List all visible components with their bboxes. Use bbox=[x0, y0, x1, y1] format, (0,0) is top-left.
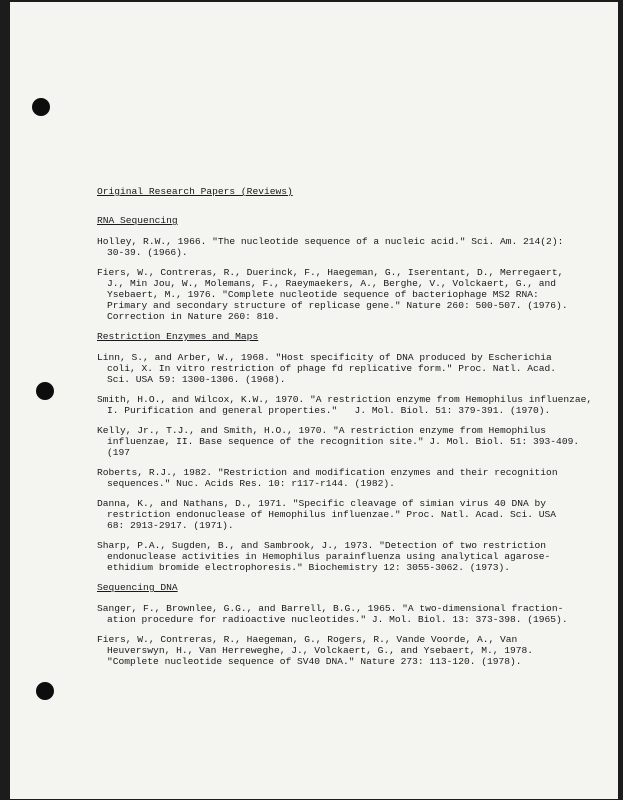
reference-entry bbox=[97, 467, 597, 489]
reference-line: Smith, H.O., and Wilcox, K.W., 1970. "A restriction enzyme from Hemophilus influenzae, bbox=[97, 394, 593, 405]
reference-line: influenzae, II. Base sequence of the recognition site." J. Mol. Biol. 51: 393-409. (197 bbox=[107, 436, 585, 458]
reference-line: Kelly, Jr., T.J., and Smith, H.O., 1970. "A restriction enzyme from Hemophilus bbox=[97, 425, 547, 436]
reference-entry bbox=[97, 236, 597, 258]
reference-line: Fiers, W., Contreras, R., Haegeman, G., Rogers, R., Vande Voorde, A., Van bbox=[97, 634, 518, 645]
reference-line: sequences." Nuc. Acids Res. 10: r117-r144. (1982). bbox=[107, 478, 395, 489]
reference-line: "Complete nucleotide sequence of SV40 DNA." Nature 273: 113-120. (1978). bbox=[107, 656, 522, 667]
reference-line: Sci. USA 59: 1300-1306. (1968). bbox=[107, 374, 286, 385]
reference-entry bbox=[97, 498, 597, 531]
reference-line: 68: 2913-2917. (1971). bbox=[107, 520, 234, 531]
reference-entry bbox=[97, 603, 597, 625]
reference-line: Heuverswyn, H., Van Herreweghe, J., Volckaert, G., and Ysebaert, M., 1978. bbox=[107, 645, 534, 656]
reference-line: Primary and secondary structure of replicase gene." Nature 260: 500-507. (1976). bbox=[107, 300, 568, 311]
reference-entry bbox=[97, 394, 597, 416]
section-heading: RNA Sequencing bbox=[97, 215, 178, 226]
reference-line: Holley, R.W., 1966. "The nucleotide sequence of a nucleic acid." Sci. Am. 214(2): bbox=[97, 236, 564, 247]
reference-line: restriction endonuclease of Hemophilus influenzae." Proc. Natl. Acad. Sci. USA bbox=[107, 509, 557, 520]
reference-line: I. Purification and general properties." J. Mol. Biol. 51: 379-391. (1970). bbox=[107, 405, 551, 416]
reference-line: Linn, S., and Arber, W., 1968. "Host specificity of DNA produced by Escherichia bbox=[97, 352, 552, 363]
reference-line: Sanger, F., Brownlee, G.G., and Barrell, B.G., 1965. "A two-dimensional fraction- bbox=[97, 603, 564, 614]
reference-line: Roberts, R.J., 1982. "Restriction and modification enzymes and their recognition bbox=[97, 467, 558, 478]
reference-line: Danna, K., and Nathans, D., 1971. "Specific cleavage of simian virus 40 DNA by bbox=[97, 498, 547, 509]
reference-entry bbox=[97, 634, 597, 667]
reference-line: ation procedure for radioactive nucleotides." J. Mol. Biol. 13: 373-398. (1965). bbox=[107, 614, 568, 625]
document-content bbox=[97, 186, 597, 676]
reference-line: coli, X. In vitro restriction of phage fd replicative form." Proc. Natl. Acad. bbox=[107, 363, 557, 374]
document-page bbox=[10, 2, 618, 799]
punch-hole-middle bbox=[36, 382, 54, 400]
punch-hole-top bbox=[32, 98, 50, 116]
section-heading: Sequencing DNA bbox=[97, 582, 178, 593]
reference-line: Fiers, W., Contreras, R., Duerinck, F., Haegeman, G., Iserentant, D., Merregaert, bbox=[97, 267, 564, 278]
section-heading: Restriction Enzymes and Maps bbox=[97, 331, 259, 342]
reference-line: J., Min Jou, W., Molemans, F., Raeymaekers, A., Berghe, V., Volckaert, G., and bbox=[107, 278, 557, 289]
reference-line: endonuclease activities in Hemophilus parainfluenza using analytical agarose- bbox=[107, 551, 551, 562]
reference-entry bbox=[97, 267, 597, 322]
reference-line: 30-39. (1966). bbox=[107, 247, 188, 258]
page-title: Original Research Papers (Reviews) bbox=[97, 186, 293, 197]
reference-entry bbox=[97, 352, 597, 385]
reference-line: Ysebaert, M., 1976. "Complete nucleotide sequence of bacteriophage MS2 RNA: bbox=[107, 289, 539, 300]
reference-entry bbox=[97, 425, 597, 458]
reference-line: Correction in Nature 260: 810. bbox=[107, 311, 280, 322]
reference-line: ethidium bromide electrophoresis." Biochemistry 12: 3055-3062. (1973). bbox=[107, 562, 511, 573]
reference-entry bbox=[97, 540, 597, 573]
reference-line: Sharp, P.A., Sugden, B., and Sambrook, J., 1973. "Detection of two restriction bbox=[97, 540, 547, 551]
punch-hole-bottom bbox=[36, 682, 54, 700]
sections-container bbox=[97, 215, 597, 667]
